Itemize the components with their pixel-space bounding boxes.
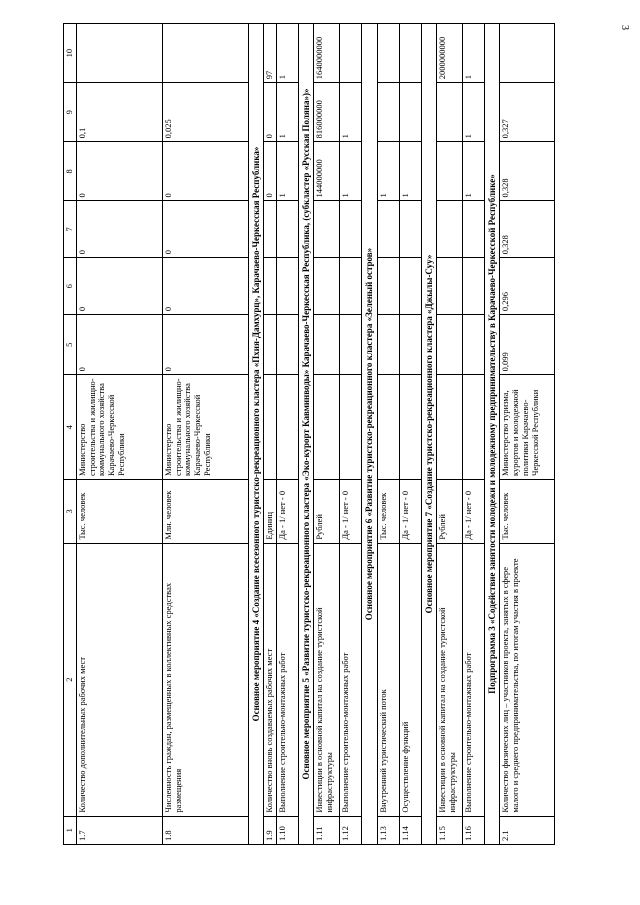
value-cell xyxy=(277,201,299,258)
value-cell: 0 xyxy=(76,258,162,315)
indicator-name-cell: Количество вновь создаваемых рабочих мест xyxy=(264,543,277,816)
value-cell xyxy=(463,315,485,375)
value-cell xyxy=(377,258,399,315)
table-row xyxy=(399,24,421,845)
table-row xyxy=(500,24,555,845)
table-row xyxy=(277,24,299,845)
value-cell: 1 xyxy=(463,142,485,201)
value-cell: 0,1 xyxy=(76,83,162,142)
unit-cell: Рублей xyxy=(314,480,340,544)
col-header: 1 xyxy=(64,816,77,844)
value-cell: 0 xyxy=(76,201,162,258)
section-title-row xyxy=(248,24,263,845)
value-cell: 0,327 xyxy=(500,83,555,142)
unit-cell: Рублей xyxy=(437,480,463,544)
unit-cell: Да - 1/ нет - 0 xyxy=(340,480,362,544)
unit-cell: Да - 1/ нет - 0 xyxy=(463,480,485,544)
row-number-cell: 1.15 xyxy=(437,816,463,844)
unit-cell: Тыс. человек xyxy=(76,480,162,544)
section-title-row xyxy=(362,24,377,845)
responsible-org-cell: Министерство строительства и жилищно-коммунального хозяйства Карачаево-Черкесской Республики xyxy=(162,375,248,480)
value-cell xyxy=(340,24,362,83)
indicators-table xyxy=(63,23,555,845)
page-number: 3 xyxy=(619,25,630,30)
header-row xyxy=(64,24,77,845)
unit-cell: Тыс. человек xyxy=(377,480,399,544)
responsible-org-cell xyxy=(277,375,299,480)
row-number-cell: 1.12 xyxy=(340,816,362,844)
indicator-name-cell: Количество дополнительных рабочих мест xyxy=(76,543,162,816)
section-title-row xyxy=(485,24,500,845)
value-cell: 0 xyxy=(76,142,162,201)
indicator-name-cell: Инвестиции в основной капитал на создание туристской инфраструктуры xyxy=(314,543,340,816)
unit-cell: Тыс. человек xyxy=(500,480,555,544)
responsible-org-cell: Министерство туризма, курортов и молодежной политики Карачаево-Черкесской Республики xyxy=(500,375,555,480)
value-cell: 1 xyxy=(340,142,362,201)
row-number-cell: 1.14 xyxy=(399,816,421,844)
value-cell xyxy=(399,315,421,375)
responsible-org-cell xyxy=(463,375,485,480)
value-cell xyxy=(377,315,399,375)
table-row xyxy=(76,24,162,845)
value-cell: 0,099 xyxy=(500,315,555,375)
value-cell xyxy=(314,258,340,315)
col-header: 4 xyxy=(64,375,77,480)
value-cell xyxy=(399,83,421,142)
value-cell: 1 xyxy=(277,83,299,142)
row-number-cell: 1.7 xyxy=(76,816,162,844)
section-title: Основное мероприятие 5 «Развитие туристско-рекреационного кластера «Эко-курорт Кавминводы» Карачаево-Черкесская Республика, (субкластер «Русская Поляна»)» xyxy=(299,24,314,845)
section-title-row xyxy=(299,24,314,845)
responsible-org-cell xyxy=(437,375,463,480)
value-cell xyxy=(277,258,299,315)
value-cell: 144000000 xyxy=(314,142,340,201)
value-cell: 0,025 xyxy=(162,83,248,142)
responsible-org-cell xyxy=(340,375,362,480)
indicator-name-cell: Численность граждан, размещенных в коллективных средствах размещения xyxy=(162,543,248,816)
value-cell: 1 xyxy=(399,142,421,201)
value-cell xyxy=(437,258,463,315)
value-cell xyxy=(437,315,463,375)
indicator-name-cell: Выполнение строительно-монтажных работ xyxy=(463,543,485,816)
value-cell xyxy=(264,258,277,315)
value-cell: 1 xyxy=(463,83,485,142)
value-cell xyxy=(377,83,399,142)
col-header: 8 xyxy=(64,142,77,201)
value-cell: 0 xyxy=(76,315,162,375)
value-cell: 1 xyxy=(377,142,399,201)
table-row xyxy=(162,24,248,845)
indicator-name-cell: Инвестиции в основной капитал на создание туристской инфраструктуры xyxy=(437,543,463,816)
value-cell: 0,328 xyxy=(500,201,555,258)
value-cell: 2000000000 xyxy=(437,24,463,83)
value-cell: 1 xyxy=(277,24,299,83)
indicator-name-cell: Внутренний туристический поток xyxy=(377,543,399,816)
value-cell: 0 xyxy=(162,315,248,375)
section-title-row xyxy=(421,24,436,845)
value-cell: 0 xyxy=(162,142,248,201)
responsible-org-cell xyxy=(314,375,340,480)
value-cell: 97 xyxy=(264,24,277,83)
value-cell: 0 xyxy=(264,83,277,142)
value-cell xyxy=(76,24,162,83)
indicator-name-cell: Выполнение строительно-монтажных работ xyxy=(277,543,299,816)
responsible-org-cell xyxy=(264,375,277,480)
value-cell xyxy=(264,315,277,375)
unit-cell: Единиц xyxy=(264,480,277,544)
col-header: 9 xyxy=(64,83,77,142)
section-title: Подпрограмма 3 «Содействие занятости молодежи и молодежному предпринимательству в Карачаево-Черкесской Республике» xyxy=(485,24,500,845)
col-header: 7 xyxy=(64,201,77,258)
value-cell: 0,296 xyxy=(500,258,555,315)
value-cell: 0,328 xyxy=(500,142,555,201)
unit-cell: Да - 1/ нет - 0 xyxy=(399,480,421,544)
value-cell xyxy=(264,201,277,258)
rotated-table-container xyxy=(63,23,638,845)
value-cell: 0 xyxy=(162,201,248,258)
col-header: 5 xyxy=(64,315,77,375)
section-title: Основное мероприятие 7 «Создание туристско-рекреационного кластера «Джылы-Суу» xyxy=(421,24,436,845)
value-cell: 1640000000 xyxy=(314,24,340,83)
row-number-cell: 1.13 xyxy=(377,816,399,844)
row-number-cell: 1.11 xyxy=(314,816,340,844)
value-cell xyxy=(340,201,362,258)
value-cell xyxy=(314,201,340,258)
value-cell: 0 xyxy=(162,258,248,315)
value-cell xyxy=(314,315,340,375)
value-cell: 1 xyxy=(340,83,362,142)
value-cell xyxy=(463,258,485,315)
value-cell xyxy=(399,24,421,83)
responsible-org-cell xyxy=(377,375,399,480)
unit-cell: Да - 1/ нет - 0 xyxy=(277,480,299,544)
value-cell xyxy=(377,24,399,83)
indicator-name-cell: Выполнение строительно-монтажных работ xyxy=(340,543,362,816)
value-cell xyxy=(277,315,299,375)
value-cell xyxy=(399,258,421,315)
row-number-cell: 1.8 xyxy=(162,816,248,844)
table-row xyxy=(437,24,463,845)
value-cell xyxy=(340,258,362,315)
value-cell xyxy=(340,315,362,375)
table-row xyxy=(377,24,399,845)
value-cell xyxy=(437,83,463,142)
unit-cell: Млн. человек xyxy=(162,480,248,544)
section-title: Основное мероприятие 4 «Создание всесезонного туристско-рекреационного кластера «Пхия-Дамхурц», Карачаево-Черкесская Республика» xyxy=(248,24,263,845)
value-cell xyxy=(162,24,248,83)
value-cell xyxy=(500,24,555,83)
value-cell: 1 xyxy=(463,24,485,83)
value-cell: 1 xyxy=(277,142,299,201)
value-cell xyxy=(399,201,421,258)
table-row xyxy=(314,24,340,845)
row-number-cell: 2.1 xyxy=(500,816,555,844)
table-row xyxy=(463,24,485,845)
col-header: 2 xyxy=(64,543,77,816)
table-row xyxy=(264,24,277,845)
value-cell xyxy=(437,142,463,201)
value-cell: 0 xyxy=(264,142,277,201)
responsible-org-cell xyxy=(399,375,421,480)
col-header: 10 xyxy=(64,24,77,83)
row-number-cell: 1.9 xyxy=(264,816,277,844)
value-cell: 816000000 xyxy=(314,83,340,142)
value-cell xyxy=(377,201,399,258)
indicator-name-cell: Осуществление функций xyxy=(399,543,421,816)
col-header: 3 xyxy=(64,480,77,544)
responsible-org-cell: Министерство строительства и жилищно-коммунального хозяйства Карачаево-Черкесской Республики xyxy=(76,375,162,480)
value-cell xyxy=(437,201,463,258)
table-row xyxy=(340,24,362,845)
value-cell xyxy=(463,201,485,258)
section-title: Основное мероприятие 6 «Развитие туристско-рекреационного кластера «Зеленый остров» xyxy=(362,24,377,845)
indicator-name-cell: Количество физических лиц – участников проекта, занятых в сфере малого и среднего предпринимательства, по итогам участия в проекте xyxy=(500,543,555,816)
row-number-cell: 1.16 xyxy=(463,816,485,844)
row-number-cell: 1.10 xyxy=(277,816,299,844)
col-header: 6 xyxy=(64,258,77,315)
